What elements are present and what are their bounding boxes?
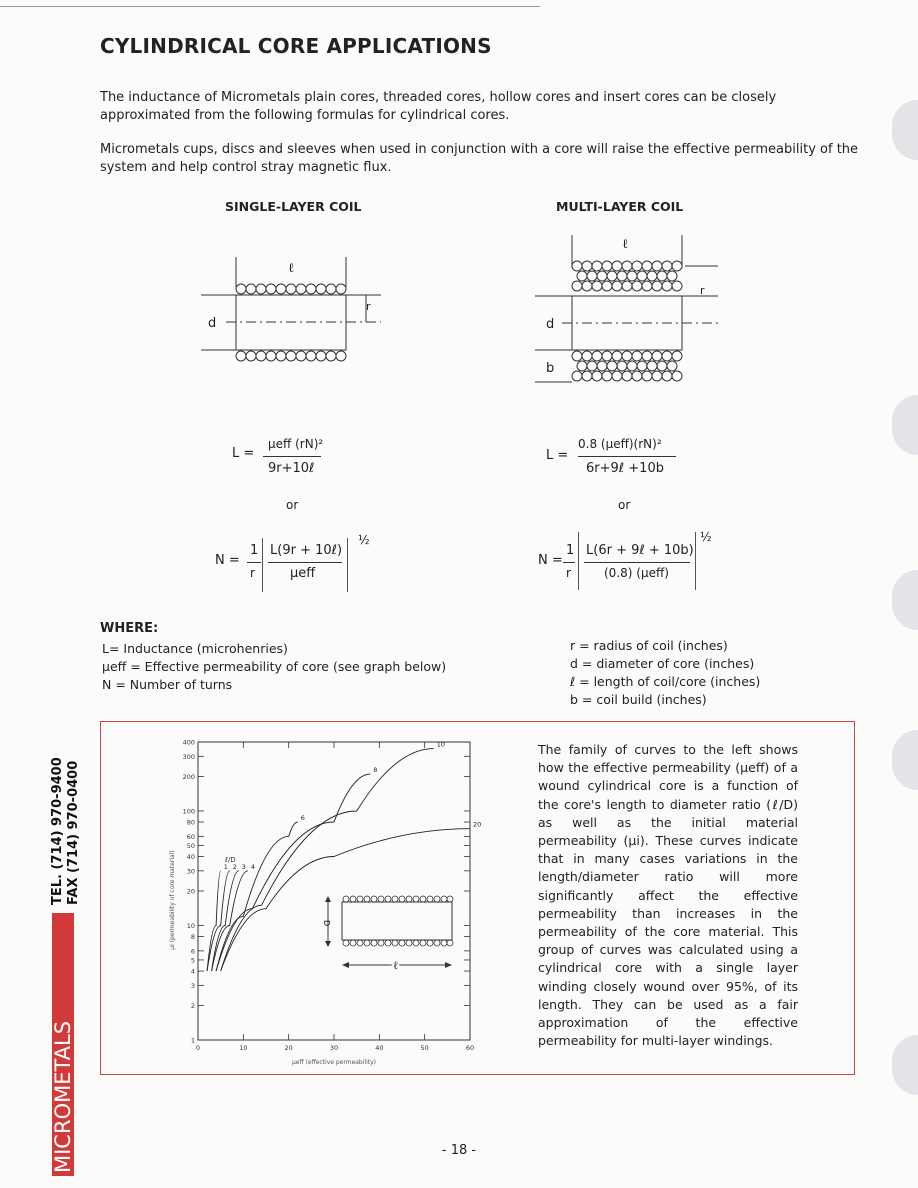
curve-10 xyxy=(221,749,434,971)
binder-tab xyxy=(892,1035,918,1095)
single-l-lhs: L = xyxy=(232,446,255,461)
single-n-lhs: N = xyxy=(215,553,240,568)
x-tick-label: 40 xyxy=(375,1044,384,1052)
multi-n-denominator: (0.8) (μeff) xyxy=(604,566,669,580)
inset-diameter-label: D xyxy=(322,920,331,927)
curve-label: 10 xyxy=(436,740,445,749)
definition-item: ℓ = length of coil/core (inches) xyxy=(570,674,761,689)
length-label: ℓ xyxy=(622,237,629,252)
telephone: TEL. (714) 970-9400 xyxy=(50,757,65,905)
definition-item: L= Inductance (microhenries) xyxy=(102,641,288,656)
chart-description: The family of curves to the left shows how the effective permeability (μeff) of a wound cylindrical core is a function of the core's length to diameter ratio (ℓ/D) as well as the initial material permeability (μi). These curves indicate that in many cases variations in the length/diameter ratio will more significantly affect the effective permeability than increases in the permeability of the core material. This group of curves was calculated using a cylindrical core with a single layer winding closely wound over 95%, of its length. They can be used as a fair approximation of the effective permeability for multi-layer windings. xyxy=(538,742,798,1049)
definition-item: r = radius of coil (inches) xyxy=(570,638,728,653)
multi-n-numerator: L(6r + 9ℓ + 10b) xyxy=(586,543,694,558)
multi-n-r: r xyxy=(566,566,571,580)
y-tick-label: 3 xyxy=(190,981,195,990)
fraction-bar xyxy=(263,456,321,457)
single-l-numerator: μeff (rN)² xyxy=(268,437,324,451)
single-n-r: r xyxy=(250,566,255,580)
x-axis-label: μeff (effective permeability) xyxy=(291,1059,377,1066)
multi-l-numerator: 0.8 (μeff)(rN)² xyxy=(578,437,662,451)
fax: FAX (714) 970-0400 xyxy=(66,760,81,905)
curve-4 xyxy=(212,871,248,971)
single-n-numerator: L(9r + 10ℓ) xyxy=(270,543,343,558)
radius-label: r xyxy=(700,284,705,297)
intro-paragraph-2: Micrometals cups, discs and sleeves when used in conjunction with a core will raise the effective permeability of the system and help control stray magnetic flux. xyxy=(100,142,859,175)
plot-frame xyxy=(198,742,470,1040)
curve-label: 1 xyxy=(223,862,228,871)
curve-label: 3 xyxy=(241,862,246,871)
y-tick-label: 60 xyxy=(186,832,195,841)
permeability-chart xyxy=(160,730,500,1070)
intro-paragraph-1: The inductance of Micrometals plain cores, threaded cores, hollow cores and insert cores can be closely approximated from the following formulas for cylindrical cores. xyxy=(100,90,777,123)
multi-n-lhs: N = xyxy=(538,553,563,568)
curve-label: 8 xyxy=(373,766,378,774)
brand-name: MICROMETALS xyxy=(51,1020,75,1173)
binder-tab xyxy=(892,395,918,455)
single-n-one: 1 xyxy=(250,543,259,558)
x-tick-label: 20 xyxy=(284,1044,293,1052)
x-tick-label: 50 xyxy=(420,1044,429,1052)
definitions-left xyxy=(102,640,446,694)
y-tick-label: 10 xyxy=(186,921,195,930)
curve-label: 4 xyxy=(250,862,256,871)
binder-tab xyxy=(892,100,918,160)
single-n-exponent: ½ xyxy=(358,533,370,547)
curve-group-label: ℓ/D xyxy=(225,856,236,864)
x-tick-label: 0 xyxy=(195,1044,201,1052)
y-tick-label: 2 xyxy=(190,1002,195,1011)
y-tick-label: 300 xyxy=(182,752,195,761)
side-brand xyxy=(46,723,81,1178)
multi-n-one: 1 xyxy=(566,543,575,558)
single-layer-heading: SINGLE-LAYER COIL xyxy=(225,199,362,214)
single-layer-coil-diagram xyxy=(196,252,386,370)
multi-l-lhs: L = xyxy=(546,448,569,463)
fraction-bar xyxy=(247,562,261,563)
page-title: CYLINDRICAL CORE APPLICATIONS xyxy=(100,34,492,58)
y-axis-label: μi (permeability of core material) xyxy=(169,850,176,950)
y-tick-label: 80 xyxy=(186,818,195,827)
inset-core-diagram xyxy=(322,896,453,972)
inset-length-label: ℓ xyxy=(393,959,399,972)
fraction-bar xyxy=(268,562,342,563)
y-tick-label: 1 xyxy=(190,1036,195,1045)
y-tick-label: 400 xyxy=(182,738,195,747)
radius-label: r xyxy=(366,300,371,313)
y-tick-label: 30 xyxy=(186,867,195,876)
single-or: or xyxy=(286,498,299,512)
y-tick-label: 5 xyxy=(190,956,195,965)
x-tick-label: 10 xyxy=(239,1044,248,1052)
definition-item: μeff = Effective permeability of core (see graph below) xyxy=(102,659,447,674)
top-winding xyxy=(236,284,346,294)
y-tick-label: 50 xyxy=(186,841,195,850)
x-tick-label: 60 xyxy=(465,1044,475,1052)
binder-tab xyxy=(892,730,918,790)
fraction-bar xyxy=(563,562,575,563)
top-rule xyxy=(0,6,540,7)
bottom-winding-layers xyxy=(572,351,682,381)
x-tick-label: 30 xyxy=(329,1044,339,1052)
multi-or: or xyxy=(618,498,631,512)
single-l-denominator: 9r+10ℓ xyxy=(268,461,315,476)
y-tick-label: 20 xyxy=(186,887,195,896)
where-heading: WHERE: xyxy=(100,621,159,636)
definition-item: d = diameter of core (inches) xyxy=(570,656,755,671)
y-tick-label: 8 xyxy=(190,933,195,942)
build-label: b xyxy=(546,361,555,376)
y-tick-label: 200 xyxy=(182,772,195,781)
top-winding-layers xyxy=(572,261,682,291)
curve-label: 6 xyxy=(300,814,305,822)
multi-layer-heading: MULTI-LAYER COIL xyxy=(556,199,684,214)
curve-label: 2 xyxy=(232,862,237,871)
diameter-label: d xyxy=(546,317,555,332)
bracket xyxy=(578,532,696,590)
curve-8 xyxy=(216,774,370,971)
definition-item: N = Number of turns xyxy=(102,677,233,692)
single-n-denominator: μeff xyxy=(290,566,316,581)
multi-layer-coil-diagram xyxy=(530,230,730,390)
bottom-winding xyxy=(236,351,346,361)
page-number: - 18 - xyxy=(441,1143,477,1158)
definitions-right xyxy=(570,637,760,709)
length-label: ℓ xyxy=(288,261,295,276)
y-tick-label: 40 xyxy=(186,853,195,862)
multi-n-exponent: ½ xyxy=(700,530,712,544)
y-tick-label: 6 xyxy=(190,947,195,956)
fraction-bar xyxy=(578,456,676,457)
curve-label: 20 xyxy=(473,820,482,829)
y-tick-label: 100 xyxy=(182,807,195,816)
binder-tab xyxy=(892,570,918,630)
multi-l-denominator: 6r+9ℓ +10b xyxy=(586,461,664,476)
y-tick-label: 4 xyxy=(190,967,195,976)
definition-item: b = coil build (inches) xyxy=(570,692,707,707)
fraction-bar xyxy=(584,562,690,563)
diameter-label: d xyxy=(208,316,217,331)
